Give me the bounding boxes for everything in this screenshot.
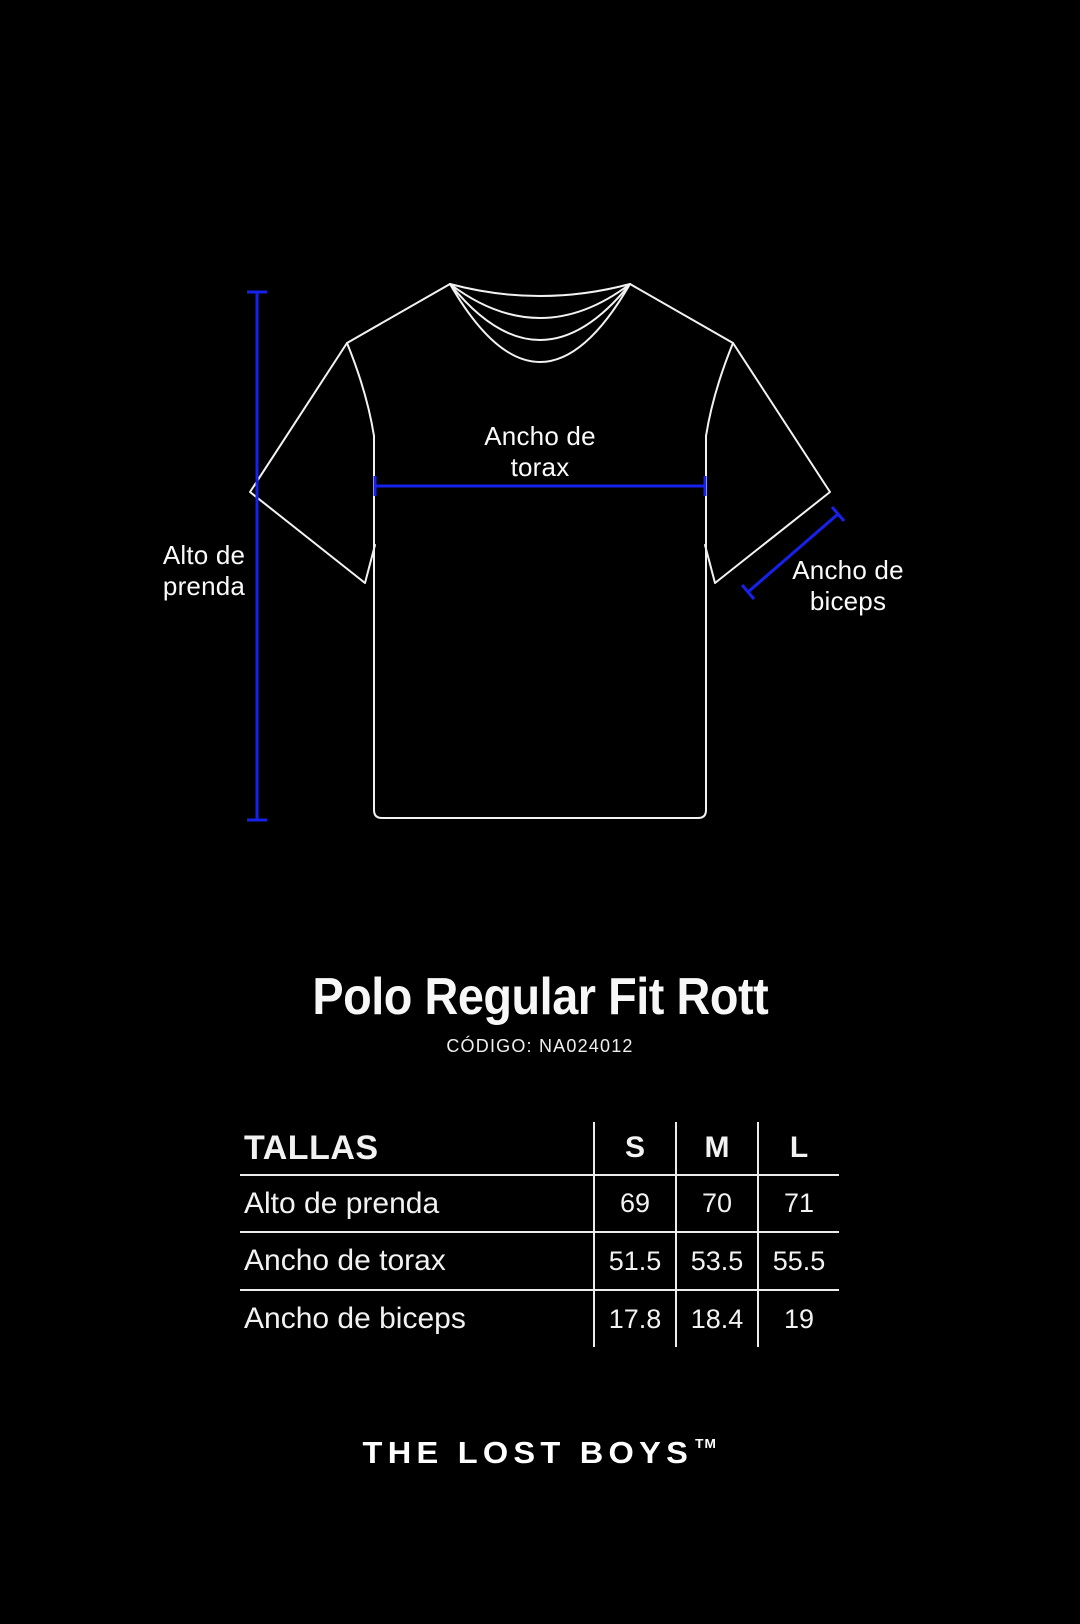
label-biceps-width-line2: biceps — [809, 586, 887, 616]
table-row-label: Alto de prenda — [240, 1176, 593, 1233]
label-garment-height — [104, 540, 304, 602]
left-sleeve-outline — [250, 284, 450, 583]
size-table — [240, 1122, 839, 1347]
table-cell-value: 71 — [757, 1176, 839, 1233]
table-row-label: Ancho de torax — [240, 1233, 593, 1291]
brand-logo-text: THE LOST BOYS — [362, 1435, 694, 1470]
table-cell-value: 17.8 — [593, 1291, 675, 1347]
product-title-text: Polo Regular Fit Rott — [312, 968, 768, 1026]
brand-logo — [0, 1430, 1080, 1476]
label-chest-width-line1: Ancho de — [484, 421, 596, 451]
size-table-header-label: TALLAS — [240, 1122, 593, 1176]
table-cell-value: 51.5 — [593, 1233, 675, 1291]
label-garment-height-line1: Alto de — [162, 540, 246, 570]
right-armhole-seam — [706, 343, 733, 436]
size-table-header-m: M — [675, 1122, 757, 1176]
label-chest-width — [440, 421, 640, 483]
size-table-header-s: S — [593, 1122, 675, 1176]
table-cell-value: 70 — [675, 1176, 757, 1233]
trademark-symbol: TM — [695, 1436, 718, 1451]
label-biceps-width-line1: Ancho de — [792, 555, 904, 585]
collar-rib-arc-2 — [450, 284, 630, 340]
table-cell-value: 69 — [593, 1176, 675, 1233]
label-chest-width-line2: torax — [510, 452, 570, 482]
table-row-label: Ancho de biceps — [244, 1302, 466, 1335]
collar-top-arc — [450, 284, 630, 296]
table-cell-value: 18.4 — [675, 1291, 757, 1347]
label-garment-height-line2: prenda — [162, 571, 246, 601]
product-title — [0, 968, 1080, 1026]
table-cell-value: 55.5 — [757, 1233, 839, 1291]
product-code: CÓDIGO: NA024012 — [446, 1036, 634, 1056]
left-armhole-seam — [347, 343, 374, 436]
label-biceps-width — [748, 555, 948, 617]
table-cell-value: 53.5 — [675, 1233, 757, 1291]
body-outline — [374, 436, 706, 818]
right-sleeve-outline — [630, 284, 830, 583]
size-table-header-l: L — [757, 1122, 839, 1176]
table-cell-value: 19 — [757, 1291, 839, 1347]
